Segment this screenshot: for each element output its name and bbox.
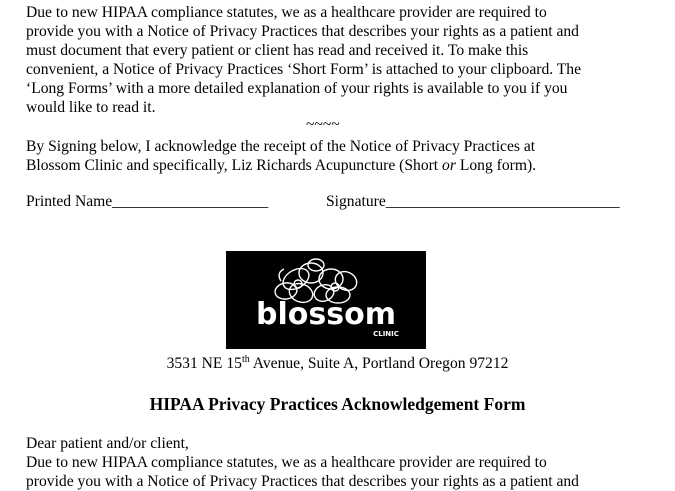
intro-line: convenient, a Notice of Privacy Practices ‘Short Form’ is attached to your clipboard. The (26, 61, 582, 78)
clinic-address (0, 349, 675, 375)
address-text: Avenue, Suite A, Portland Oregon 97212 (249, 355, 509, 373)
logo-wordmark: blossom (256, 297, 396, 332)
ack-text: Blossom Clinic and specifically, Liz Richards Acupuncture (Short (26, 157, 443, 174)
intro-line: ‘Long Forms’ with a more detailed explanation of your rights is available to you if you (26, 80, 568, 97)
intro-line: would like to read it. (26, 99, 156, 116)
body-line: Due to new HIPAA compliance statutes, we as a healthcare provider are required to (26, 454, 547, 471)
address-text: 3531 NE 15 (166, 355, 242, 373)
blossom-logo (226, 251, 426, 349)
acknowledgement-line: By Signing below, I acknowledge the receipt of the Notice of Privacy Practices at (26, 138, 536, 155)
intro-line: must document that every patient or client has read and received it. To make this (26, 42, 529, 59)
intro-line: Due to new HIPAA compliance statutes, we as a healthcare provider are required to (26, 4, 547, 21)
signature-field[interactable]: Signature______________________________ (326, 193, 620, 210)
blossom-flower-icon (226, 251, 426, 349)
greeting: Dear patient and/or client, (26, 435, 189, 452)
intro-line: provide you with a Notice of Privacy Practices that describes your rights as a patient and (26, 23, 579, 40)
ack-text: Long form). (455, 157, 537, 174)
signature-row (26, 192, 620, 211)
acknowledgement-line (26, 156, 536, 175)
ack-emphasis: or (442, 157, 456, 174)
separator: ~~~~ (306, 116, 340, 133)
address-superscript: th (241, 354, 250, 365)
form-title: HIPAA Privacy Practices Acknowledgement Form (149, 394, 526, 414)
logo-subtitle: CLINIC (373, 330, 399, 338)
printed-name-field[interactable]: Printed Name____________________ (26, 193, 269, 210)
body-line: provide you with a Notice of Privacy Practices that describes your rights as a patient and (26, 473, 579, 490)
